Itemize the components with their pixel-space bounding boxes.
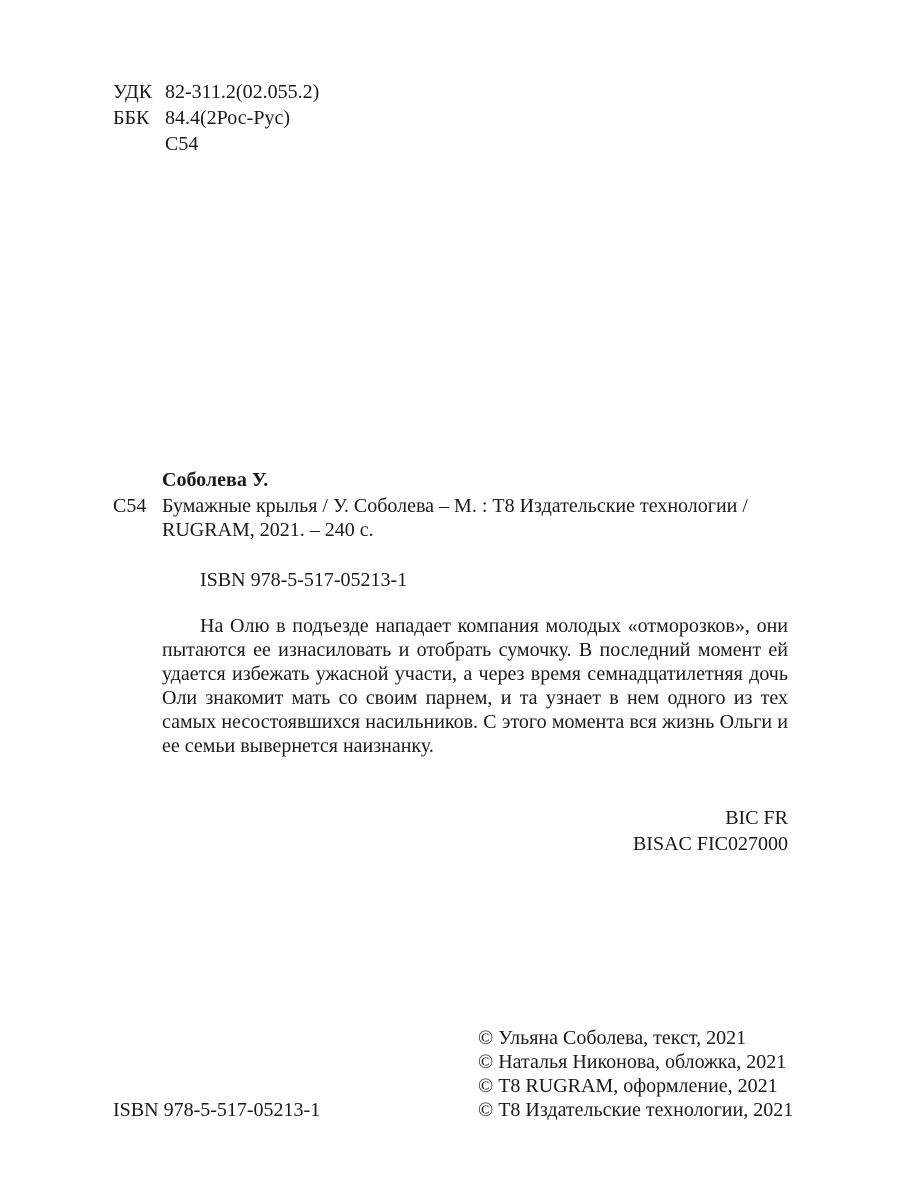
bbk-value: 84.4(2Рос-Рус) — [165, 107, 290, 129]
author-code: С54 — [165, 133, 199, 155]
card-description-line-1: Бумажные крылья / У. Соболева – М. : Т8 Издательские технологии / — [162, 495, 748, 517]
author-code-row — [113, 132, 319, 158]
copyright-line: © Ульяна Соболева, текст, 2021 — [478, 1027, 747, 1049]
bisac-code: BISAC FIC027000 — [632, 833, 788, 855]
copyright-list — [478, 1026, 793, 1122]
classification-block — [113, 80, 319, 158]
copyright-line: © Наталья Никонова, обложка, 2021 — [478, 1051, 787, 1073]
card-description — [162, 494, 748, 542]
udk-row — [113, 80, 319, 106]
card-author: Соболева У. — [162, 469, 269, 491]
bbk-label: ББК — [113, 107, 150, 129]
annotation-paragraph: На Олю в подъезде нападает компания молодых «отморозков», они пытаются ее изнасиловать и отобрать сумочку. В последний момент ей удается избежать ужасной участи, а через время семнадцатилетняя дочь Оли знакомит мать со своим парнем, и та узнает в нем одного из тех самых несостоявшихся насильников. С этого момента вся жизнь Ольги и ее семьи вывернется наизнанку. — [162, 615, 788, 757]
copyright-line: © Т8 RUGRAM, оформление, 2021 — [478, 1075, 778, 1097]
card-description-line-2: RUGRAM, 2021. – 240 с. — [162, 519, 374, 541]
udk-label: УДК — [113, 81, 153, 103]
card-isbn: ISBN 978-5-517-05213-1 — [200, 569, 408, 591]
copyright-line: © Т8 Издательские технологии, 2021 — [478, 1099, 794, 1121]
udk-value: 82-311.2(02.055.2) — [165, 81, 320, 103]
bbk-row — [113, 106, 319, 132]
card-code: С54 — [113, 495, 147, 517]
bic-code: BIC FR — [725, 807, 788, 829]
bottom-isbn: ISBN 978-5-517-05213-1 — [113, 1099, 321, 1121]
